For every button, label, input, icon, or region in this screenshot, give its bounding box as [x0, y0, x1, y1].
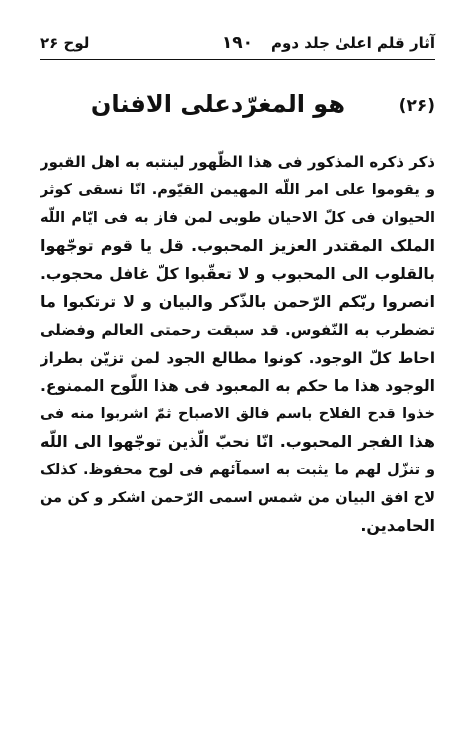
- body-text: [40, 148, 435, 540]
- page-number: ۱۹۰: [221, 33, 254, 53]
- text-line: انصروا ربّکم الرّحمن بالذّکر والبيان و لا ترتکبوا ما: [40, 292, 435, 311]
- text-line: بالقلوب الی المحبوب و لا تعقّبوا کلّ غافل محجوب.: [40, 265, 435, 283]
- text-line: ذکر ذکره المذکور فی هذا الظّهور لينتبه به اهل القبور: [40, 153, 435, 171]
- text-line: تضطرب به النّفوس. قد سبقت رحمتی العالم وفضلی: [40, 321, 435, 339]
- text-line: و يقوموا علی امر اللّه المهيمن القيّوم. انّا نسقی کوثر: [40, 182, 435, 198]
- text-line: لاح افق البيان من شمس اسمی الرّحمن اشکر و کن من: [40, 490, 435, 506]
- text-line: الملک المقتدر العزيز المحبوب. قل يا قوم توجّهوا: [40, 236, 435, 255]
- header-rule: [40, 59, 435, 60]
- text-line: الحامدين.: [360, 516, 435, 535]
- text-line: هذا الفجر المحبوب. انّا نحبّ الّذين توجّهوا الی اللّه: [40, 432, 435, 451]
- text-line: الوجود هذا ما حکم به المعبود فی هذا اللّوح الممنوع.: [40, 377, 435, 395]
- text-line: الحيوان فی کلّ الاحيان طوبی لمن فاز به فی ايّام اللّه: [40, 210, 435, 226]
- text-line: احاط کلّ الوجود. کونوا مطالع الجود لمن تزيّن بطراز: [40, 349, 435, 367]
- section-heading: [40, 90, 435, 130]
- section-number: (۲۶): [398, 96, 435, 116]
- text-line: خذوا قدح الفلاح باسم فالق الاصباح ثمّ اشربوا منه فی: [40, 406, 435, 422]
- tablet-number: لوح ۲۶: [40, 34, 90, 52]
- book-title: آثار قلم اعلیٰ جلد دوم: [271, 34, 435, 52]
- section-title: هو المغرّدعلی الافنان: [90, 90, 345, 118]
- page-header: [40, 32, 435, 56]
- text-line: و تنزّل لهم ما يثبت به اسمآئهم فی لوح محفوظ. کذلک: [40, 462, 435, 478]
